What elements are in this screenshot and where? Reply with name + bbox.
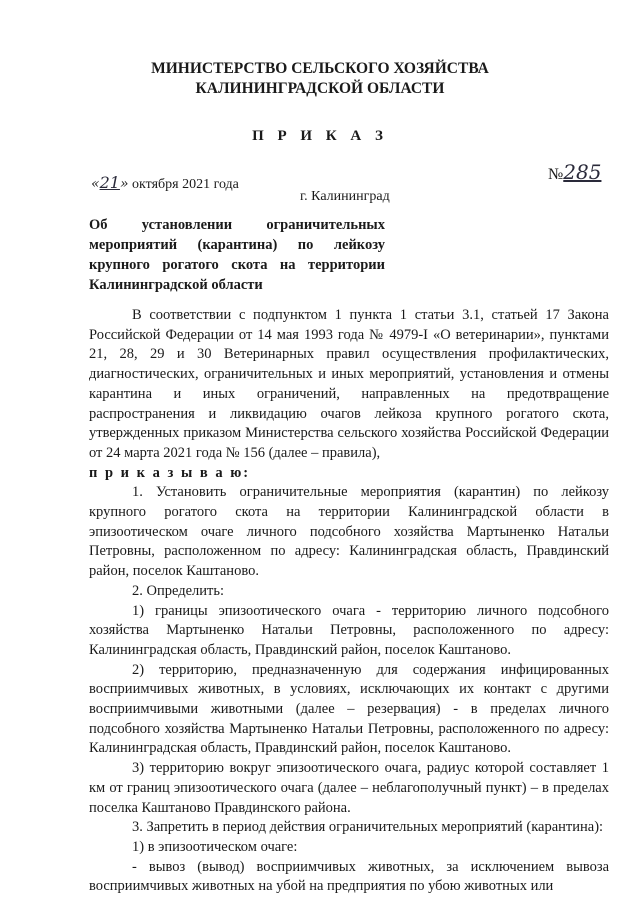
document-body — [89, 306, 609, 897]
document-number — [548, 160, 601, 184]
ministry-name-line2: КАЛИНИНГРАДСКОЙ ОБЛАСТИ — [195, 80, 445, 97]
subject-line: Об установлении ограничительных — [89, 217, 385, 233]
preamble-text: В соответствии с подпунктом 1 пункта 1 статьи 3.1, статьей 17 Закона Российской Федерации от 14 мая 1993 года № 4979-I «О ветеринарии», пунктами 21, 28, 29 и 30 Ветеринарных правил осуществления профилактических, диагностических, ограничительных и иных мероприятий, установления и отмены карантина и иных ограничений, направленных на предотвращение распространения и ликвидацию очагов лейкоза крупного рогатого скота, утвержденных приказом Министерства сельского хозяйства Российской Федерации от 24 марта 2021 года № 156 (далее – правила), — [89, 307, 609, 461]
subject-line: мероприятий (карантина) по лейкозу — [89, 237, 385, 253]
item-3-1-a: - вывоз (вывод) восприимчивых животных, за исключением вывоза восприимчивых животных на убой на предприятия по убою животных или — [89, 858, 609, 895]
item-2-3: 3) территорию вокруг эпизоотического очага, радиус которой составляет 1 км от границ эпизоотического очага (далее – неблагополучный пункт) – в пределах поселка Каштаново Правдинского района. — [89, 760, 609, 816]
order-word: п р и к а з ы в а ю: — [89, 464, 251, 481]
item-2-1: 1) границы эпизоотического очага - территорию личного подсобного хозяйства Мартыненко Натальи Петровны, расположенного по адресу: Калининградская область, Правдинский район, поселок Каштаново. — [89, 602, 609, 658]
item-2-2: 2) территорию, предназначенную для содержания инфицированных восприимчивых животных, в условиях, исключающих их контакт с другими восприимчивыми животными (далее – резервация) - в пределах личного подсобного хозяйства Мартыненко Натальи Петровны, расположенного по адресу: Калининградская область, Правдинский район, поселок Каштаново. — [89, 661, 609, 757]
item-3: 3. Запретить в период действия ограничительных мероприятий (карантина): — [132, 819, 604, 836]
date-open-quote: « — [91, 176, 100, 192]
subject-line: крупного рогатого скота на территории — [89, 257, 385, 273]
date-close-quote: » — [119, 176, 129, 192]
preamble-paragraph — [89, 306, 609, 464]
item-1: 1. Установить ограничительные мероприятия (карантин) по лейкозу крупного рогатого скота на территории Калининградской области в эпизоотическом очаге личного подсобного хозяйства Мартыненко Натальи Петровны, расположенном по адресу: Калининградская область, Правдинский район, поселок Каштаново. — [89, 484, 609, 580]
order-word-line — [89, 464, 609, 484]
date-day-handwritten: 21 — [99, 173, 120, 192]
item-3-1: 1) в эпизоотическом очаге: — [132, 838, 298, 855]
document-type-title: П Р И К А З — [252, 128, 388, 144]
date-month-year: октября 2021 года — [128, 177, 239, 192]
number-handwritten: 285 — [563, 160, 602, 184]
order-subject — [89, 215, 385, 295]
subject-line: Калининградской области — [89, 277, 263, 293]
number-sign: № — [548, 166, 564, 183]
item-2: 2. Определить: — [132, 582, 225, 599]
city-line: г. Калининград — [300, 189, 390, 204]
document-date — [91, 173, 239, 193]
ministry-name-line1: МИНИСТЕРСТВО СЕЛЬСКОГО ХОЗЯЙСТВА — [151, 60, 489, 77]
